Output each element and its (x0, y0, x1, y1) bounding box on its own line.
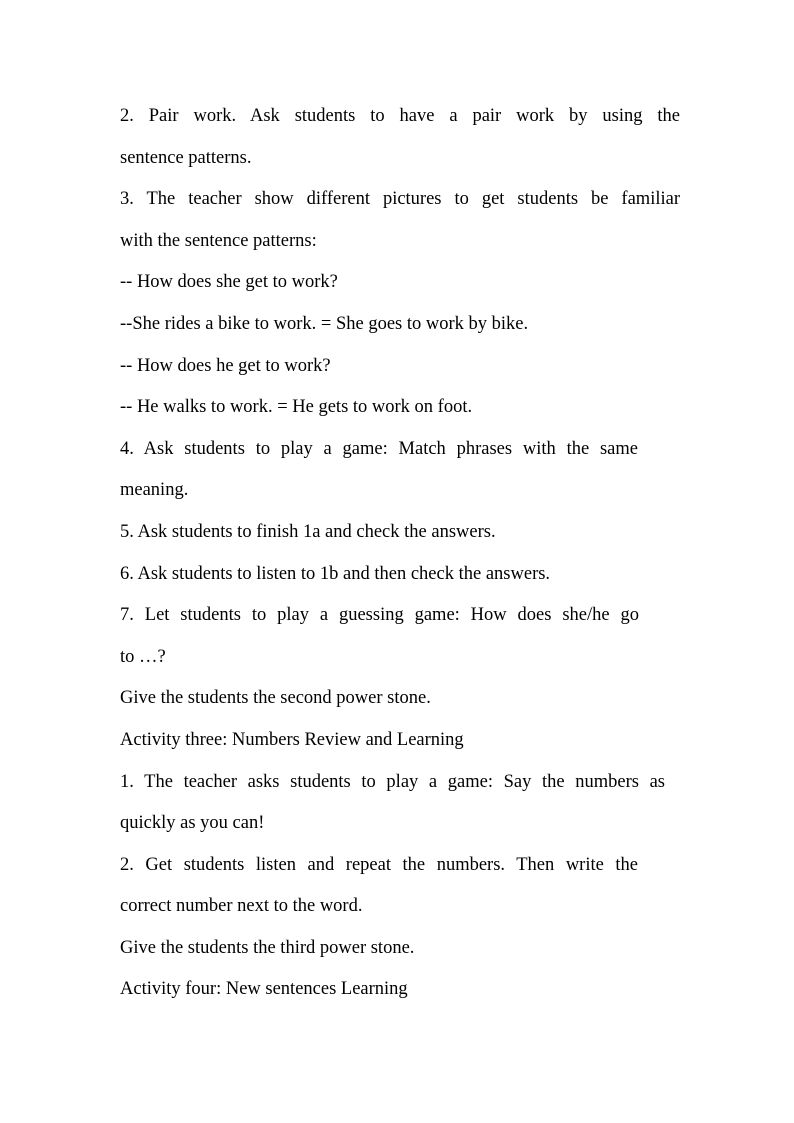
text-line-1 (120, 96, 680, 138)
text-line-16: Activity three: Numbers Review and Learning (120, 729, 464, 750)
text-line-20: correct number next to the word. (120, 896, 363, 917)
text-line-8: -- He walks to work. = He gets to work on foot. (120, 397, 473, 418)
text-line-12: 6. Ask students to listen to 1b and then check the answers. (120, 563, 551, 584)
text-line-4: with the sentence patterns: (120, 230, 317, 251)
text-line-3-text: 3. The teacher show different pictures to get students be familiar (120, 189, 680, 210)
text-line-18: quickly as you can! (120, 813, 265, 834)
text-line-5: -- How does she get to work? (120, 272, 338, 293)
text-line-19 (120, 845, 680, 887)
text-line-17 (120, 762, 680, 804)
text-line-10: meaning. (120, 480, 189, 501)
text-line-7: -- How does he get to work? (120, 355, 331, 376)
text-line-2: sentence patterns. (120, 147, 252, 168)
text-line-21: Give the students the third power stone. (120, 937, 415, 958)
text-line-13-text: 7. Let students to play a guessing game: How does she/he go (120, 605, 639, 626)
text-line-9 (120, 429, 680, 471)
text-line-9-text: 4. Ask students to play a game: Match phrases with the same (120, 438, 638, 459)
text-line-19-text: 2. Get students listen and repeat the numbers. Then write the (120, 854, 638, 875)
text-line-6: --She rides a bike to work. = She goes to work by bike. (120, 313, 529, 334)
text-line-13 (120, 595, 680, 637)
text-line-17-text: 1. The teacher asks students to play a game: Say the numbers as (120, 771, 665, 792)
text-line-14: to …? (120, 646, 166, 667)
text-line-11: 5. Ask students to finish 1a and check the answers. (120, 521, 496, 542)
text-line-3 (120, 179, 680, 221)
text-line-1-text: 2. Pair work. Ask students to have a pair work by using the (120, 106, 680, 126)
text-line-22: Activity four: New sentences Learning (120, 979, 408, 1000)
text-line-15: Give the students the second power stone. (120, 688, 431, 709)
document-body (120, 96, 680, 1011)
